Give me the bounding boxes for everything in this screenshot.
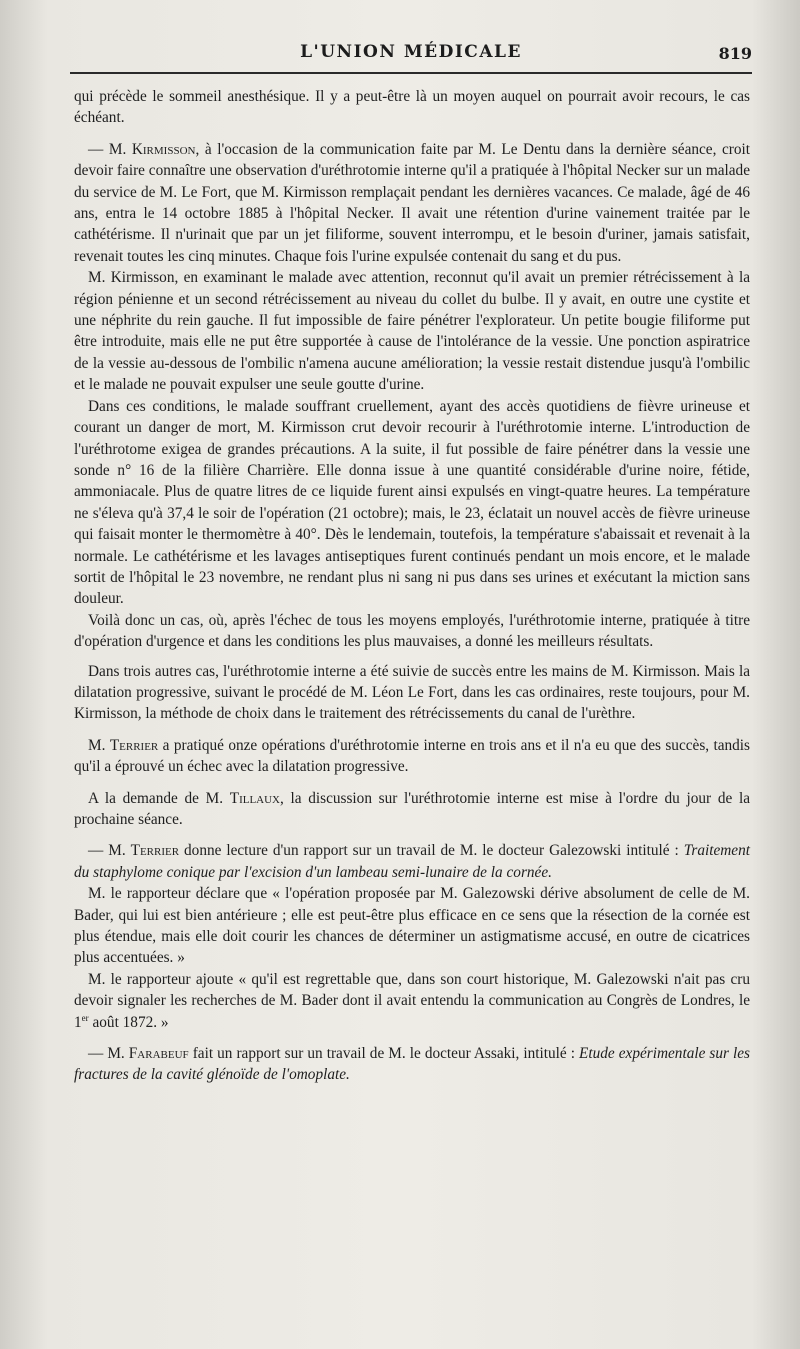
paragraph: — M. Farabeuf fait un rapport sur un travail de M. le docteur Assaki, intitulé : Etude expérimentale sur les fractures de la cavité glénoïde de l'omoplate. (74, 1045, 751, 1084)
paragraph: — M. Kirmisson, à l'occasion de la communication faite par M. Le Dentu dans la dernière séance, croit devoir faire connaître une observation d'uréthrotomie interne qu'il a pratiquée à l'hôpital Necker sur un malade du service de M. Le Fort, que M. Kirmisson remplaçait pendant les dernières vacances. Ce malade, âgé de 46 ans, entra le 14 octobre 1885 à l'hôpital Necker. Il avait une rétention d'urine vainement traitée par le cathétérisme. Il n'urinait que par un jet filiforme, souvent interrompu, et le besoin d'uriner, jamais satisfait, revenait toutes les cinq minutes. Chaque fois l'urine expulsée contenait du sang et du pus. (74, 140, 750, 265)
speaker-name: Terrier (130, 842, 180, 860)
speaker-name: Tillaux (229, 789, 280, 807)
speaker-name: Farabeuf (128, 1045, 189, 1063)
page-header (70, 38, 752, 68)
header-rule (70, 72, 752, 74)
work-title: Traitement du staphylome conique par l'excision d'un lambeau semi-lunaire de la cornée. (74, 842, 750, 881)
journal-title: L'UNION MÉDICALE (300, 42, 522, 62)
page-number: 819 (718, 44, 752, 63)
paragraph: qui précède le sommeil anesthésique. Il y a peut-être là un moyen auquel on pourrait avoir recours, le cas échéant. (74, 88, 750, 127)
paragraph: M. le rapporteur ajoute « qu'il est regrettable que, dans son court historique, M. Galezowski n'ait pas cru devoir signaler les recherches de M. Bader dont il avait entendu la communication au Congrès de Londres, le 1er août 1872. » (74, 970, 750, 1031)
paragraph: — M. Terrier donne lecture d'un rapport sur un travail de M. le docteur Galezowski intitulé : Traitement du staphylome conique par l'excision d'un lambeau semi-lunaire de la cornée. (74, 842, 750, 881)
paragraph: Dans ces conditions, le malade souffrant cruellement, ayant des accès quotidiens de fièvre urineuse et courant un danger de mort, M. Kirmisson crut devoir recourir à l'uréthrotomie interne. L'introduction de l'uréthrotome exigea de grandes précautions. A la suite, il fut possible de faire pénétrer dans la vessie une sonde n° 16 de la filière Charrière. Elle donna issue à une quantité considérable d'urine noire, fétide, ammoniacale. Plus de quatre litres de ce liquide furent ainsi expulsés en vingt-quatre heures. La température ne s'éleva qu'à 37,4 le soir de l'opération (21 octobre); mais, le 23, éclatait un nouvel accès de fièvre urineuse qui faisait monter le thermomètre à 40°. Dès le lendemain, toutefois, la température s'abaissait et revenait à la normale. Le cathétérisme et les lavages antiseptiques furent continués pendant un mois encore, et le malade sortit de l'hôpital le 23 novembre, ne rendant plus ni sang ni pus dans ses urines et exécutant la miction sans douleur. (74, 397, 750, 608)
paragraph: M. le rapporteur déclare que « l'opération proposée par M. Galezowski dérive absolument de celle de M. Bader, qui lui est bien antérieure ; elle est peut-être plus efficace en ce sens que la résection de la cornée est plus étendue, mais elle doit courir les chances de déterminer un astigmatisme accusé, en outre de cicatrices plus accentuées. » (74, 885, 750, 967)
paragraph: Dans trois autres cas, l'uréthrotomie interne a été suivie de succès entre les mains de M. Kirmisson. Mais la dilatation progressive, suivant le procédé de M. Léon Le Fort, dans les cas ordinaires, reste toujours, pour M. Kirmisson, la méthode de choix dans le traitement des rétrécissements du canal de l'urèthre. (74, 662, 750, 723)
work-title: Etude expérimentale sur les fractures de la cavité glénoïde de l'omoplate. (74, 1045, 751, 1084)
speaker-name: Kirmisson (131, 140, 196, 158)
article-body (74, 86, 750, 1086)
paragraph: M. Terrier a pratiqué onze opérations d'uréthrotomie interne en trois ans et il n'a eu que des succès, tandis qu'il a éprouvé un échec avec la dilatation progressive. (74, 736, 751, 776)
paragraph: A la demande de M. Tillaux, la discussion sur l'uréthrotomie interne est mise à l'ordre du jour de la prochaine séance. (74, 789, 750, 828)
paragraph: Voilà donc un cas, où, après l'échec de tous les moyens employés, l'uréthrotomie interne, pratiquée à titre d'opération d'urgence et dans les conditions les plus mauvaises, a donné les meilleurs résultats. (74, 611, 750, 651)
speaker-name: Terrier (109, 736, 159, 754)
paragraph: M. Kirmisson, en examinant le malade avec attention, reconnut qu'il avait un premier rétrécissement à la région pénienne et un second rétrécissement au niveau du collet du bulbe. Il y avait, en outre une cystite et une néphrite du rein gauche. Il fut impossible de faire pénétrer l'explorateur. Un petite bougie filiforme put être introduite, mais elle ne put être supportée à cause de l'intolérance de la vessie. Une ponction aspiratrice de la vessie au-dessous de l'ombilic n'amena aucune amélioration; la vessie restait distendue jusqu'à l'ombilic et le malade ne pouvait expulser une seule goutte d'urine. (74, 269, 750, 394)
